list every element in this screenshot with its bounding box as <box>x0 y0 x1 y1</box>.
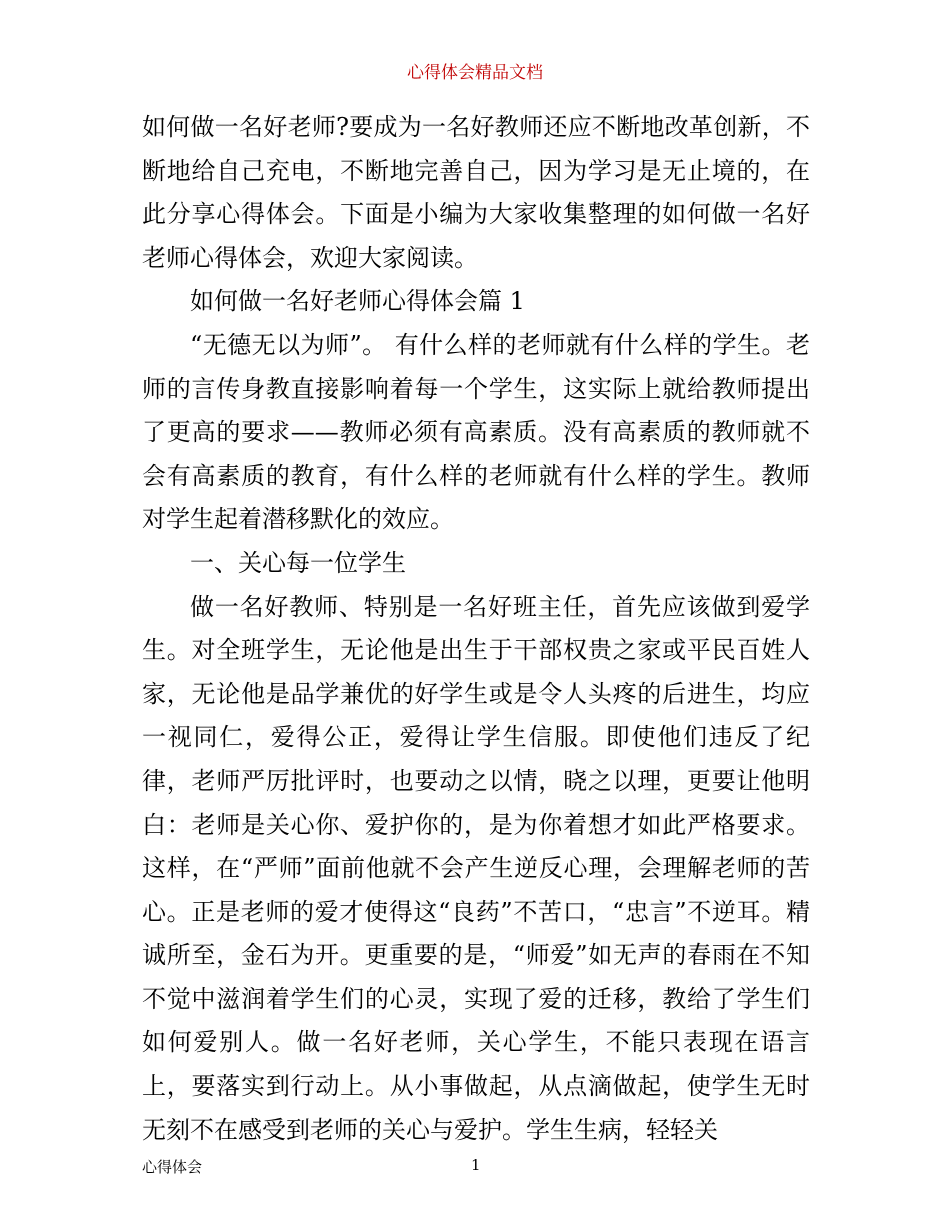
page-number: 1 <box>471 1156 481 1174</box>
document-body <box>142 106 810 1152</box>
body-paragraph: “无德无以为师”。 有什么样的老师就有什么样的学生。老师的言传身教直接影响着每一个学生，这实际上就给教师提出了更高的要求——教师必须有高素质。没有高素质的教师就不会有高素质的教育，有什么样的老师就有什么样的学生。教师对学生起着潜移默化的效应。 <box>142 330 810 534</box>
footer-label: 心得体会 <box>142 1158 203 1176</box>
intro-paragraph: 如何做一名好老师?要成为一名好教师还应不断地改革创新，不断地给自己充电，不断地完善自己，因为学习是无止境的，在此分享心得体会。下面是小编为大家收集整理的如何做一名好老师心得体会，欢迎大家阅读。 <box>142 113 810 272</box>
section-heading: 如何做一名好老师心得体会篇 1 <box>190 287 525 316</box>
body-paragraph: 做一名好教师、特别是一名好班主任，首先应该做到爱学生。对全班学生，无论他是出生于干部权贵之家或平民百姓人家，无论他是品学兼优的好学生或是令人头疼的后进生，均应一视同仁，爱得公正，爱得让学生信服。即使他们违反了纪律，老师严厉批评时，也要动之以情，晓之以理，更要让他明白：老师是关心你、爱护你的，是为你着想才如此严格要求。这样，在“严师”面前他就不会产生逆反心理，会理解老师的苦心。正是老师的爱才使得这“良药”不苦口，“忠言”不逆耳。精诚所至，金石为开。更重要的是，“师爱”如无声的春雨在不知不觉中滋润着学生们的心灵，实现了爱的迁移，教给了学生们如何爱别人。做一名好老师，关心学生，不能只表现在语言上，要落实到行动上。从小事做起，从点滴做起，使学生无时无刻不在感受到老师的关心与爱护。学生生病，轻轻关 <box>142 592 810 1144</box>
page-header: 心得体会精品文档 <box>407 63 543 83</box>
subsection-heading: 一、关心每一位学生 <box>190 548 406 577</box>
